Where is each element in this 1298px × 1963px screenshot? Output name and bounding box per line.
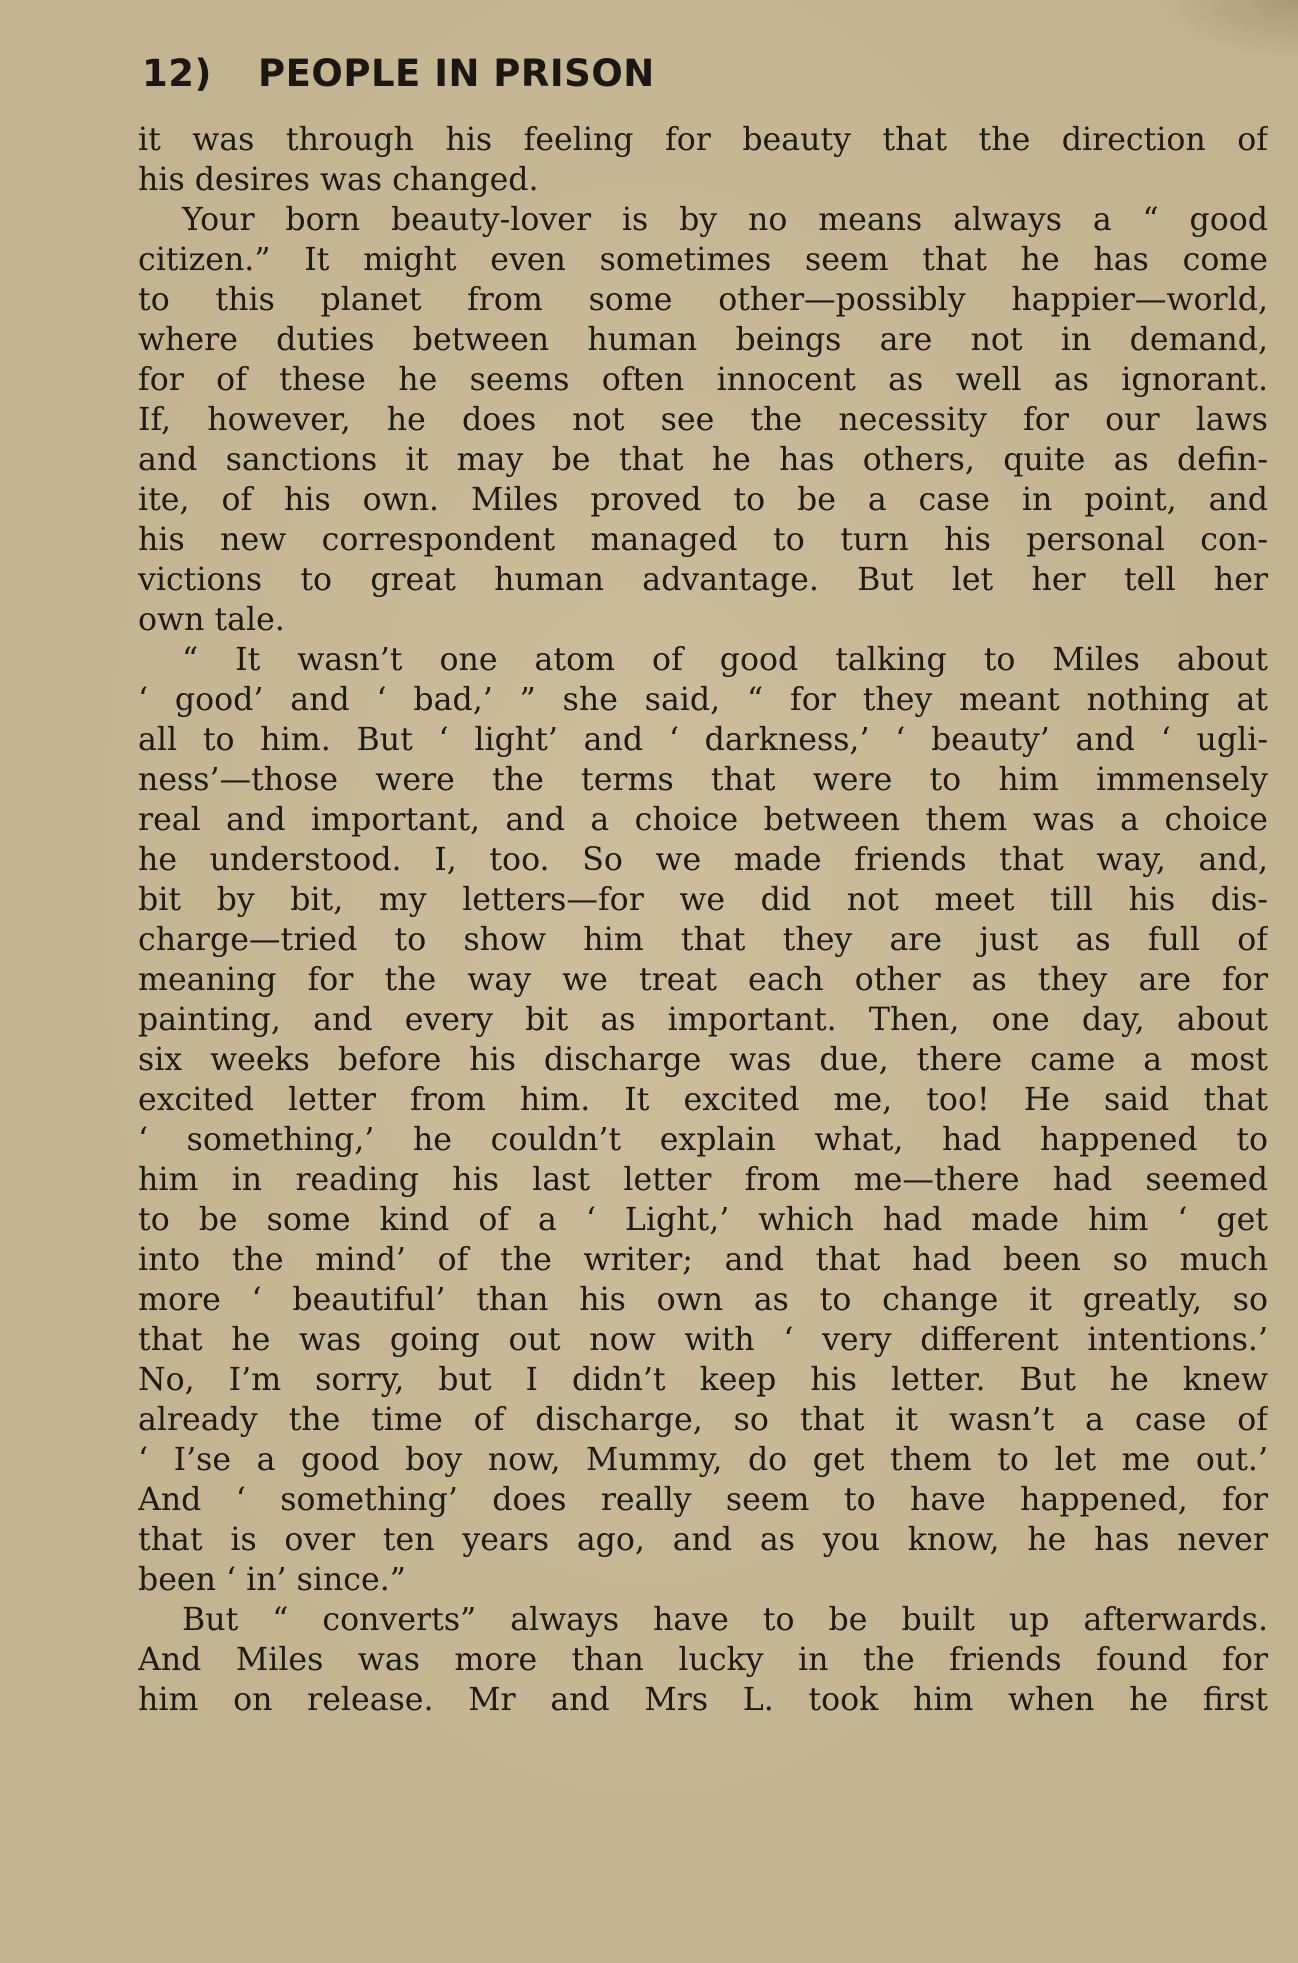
text-line: Your born beauty-lover is by no means always a “ good	[182, 202, 1268, 238]
text-line: his desires was changed.	[138, 162, 539, 198]
text-line: to this planet from some other—possibly happier—world,	[138, 282, 1268, 318]
body-text	[138, 120, 1268, 1720]
text-line: more ‘ beautiful’ than his own as to change it greatly, so	[138, 1282, 1268, 1318]
page-number: 12)	[142, 52, 212, 95]
text-line: his new correspondent managed to turn his personal con-	[138, 522, 1268, 558]
text-line: where duties between human beings are not in demand,	[138, 322, 1268, 358]
text-line: been ‘ in’ since.”	[138, 1562, 406, 1598]
text-line: painting, and every bit as important. Then, one day, about	[138, 1002, 1268, 1038]
text-line: bit by bit, my letters—for we did not meet till his dis-	[138, 882, 1268, 918]
text-line: ‘ good’ and ‘ bad,’ ” she said, “ for they meant nothing at	[138, 682, 1268, 718]
text-line: charge—tried to show him that they are just as full of	[138, 922, 1268, 958]
text-line: No, I’m sorry, but I didn’t keep his letter. But he knew	[138, 1362, 1268, 1398]
text-line: And ‘ something’ does really seem to have happened, for	[138, 1482, 1268, 1518]
text-line: If, however, he does not see the necessity for our laws	[138, 402, 1268, 438]
text-line: But “ converts” always have to be built up afterwards.	[182, 1602, 1268, 1638]
text-line: ite, of his own. Miles proved to be a case in point, and	[138, 482, 1268, 518]
text-line: And Miles was more than lucky in the friends found for	[138, 1642, 1268, 1678]
text-line: and sanctions it may be that he has others, quite as defin-	[138, 442, 1268, 478]
text-line: own tale.	[138, 602, 285, 638]
text-line: meaning for the way we treat each other as they are for	[138, 962, 1268, 998]
running-header	[142, 52, 655, 100]
text-line: him in reading his last letter from me—there had seemed	[138, 1162, 1268, 1198]
text-line: ‘ something,’ he couldn’t explain what, had happened to	[138, 1122, 1268, 1158]
text-line: excited letter from him. It excited me, too! He said that	[138, 1082, 1268, 1118]
text-line: for of these he seems often innocent as well as ignorant.	[138, 362, 1268, 398]
text-line: real and important, and a choice between them was a choice	[138, 802, 1268, 838]
text-line: he understood. I, too. So we made friends that way, and,	[138, 842, 1268, 878]
text-line: ‘ I’se a good boy now, Mummy, do get them to let me out.’	[138, 1442, 1268, 1478]
text-line: to be some kind of a ‘ Light,’ which had made him ‘ get	[138, 1202, 1268, 1238]
text-line: ness’—those were the terms that were to him immensely	[138, 762, 1268, 798]
text-line: that is over ten years ago, and as you know, he has never	[138, 1522, 1268, 1558]
text-line: all to him. But ‘ light’ and ‘ darkness,’ ‘ beauty’ and ‘ ugli-	[138, 722, 1268, 758]
text-line: that he was going out now with ‘ very different intentions.’	[138, 1322, 1268, 1358]
running-title: PEOPLE IN PRISON	[258, 52, 655, 95]
text-line: “ It wasn’t one atom of good talking to Miles about	[182, 642, 1268, 678]
text-line: victions to great human advantage. But let her tell her	[138, 562, 1268, 598]
text-line: into the mind’ of the writer; and that had been so much	[138, 1242, 1268, 1278]
text-line: six weeks before his discharge was due, there came a most	[138, 1042, 1268, 1078]
text-line: already the time of discharge, so that it wasn’t a case of	[138, 1402, 1268, 1438]
text-line: citizen.” It might even sometimes seem that he has come	[138, 242, 1268, 278]
page-corner-shadow	[1158, 0, 1298, 60]
text-line: it was through his feeling for beauty that the direction of	[138, 122, 1268, 158]
text-line: him on release. Mr and Mrs L. took him when he first	[138, 1682, 1268, 1718]
